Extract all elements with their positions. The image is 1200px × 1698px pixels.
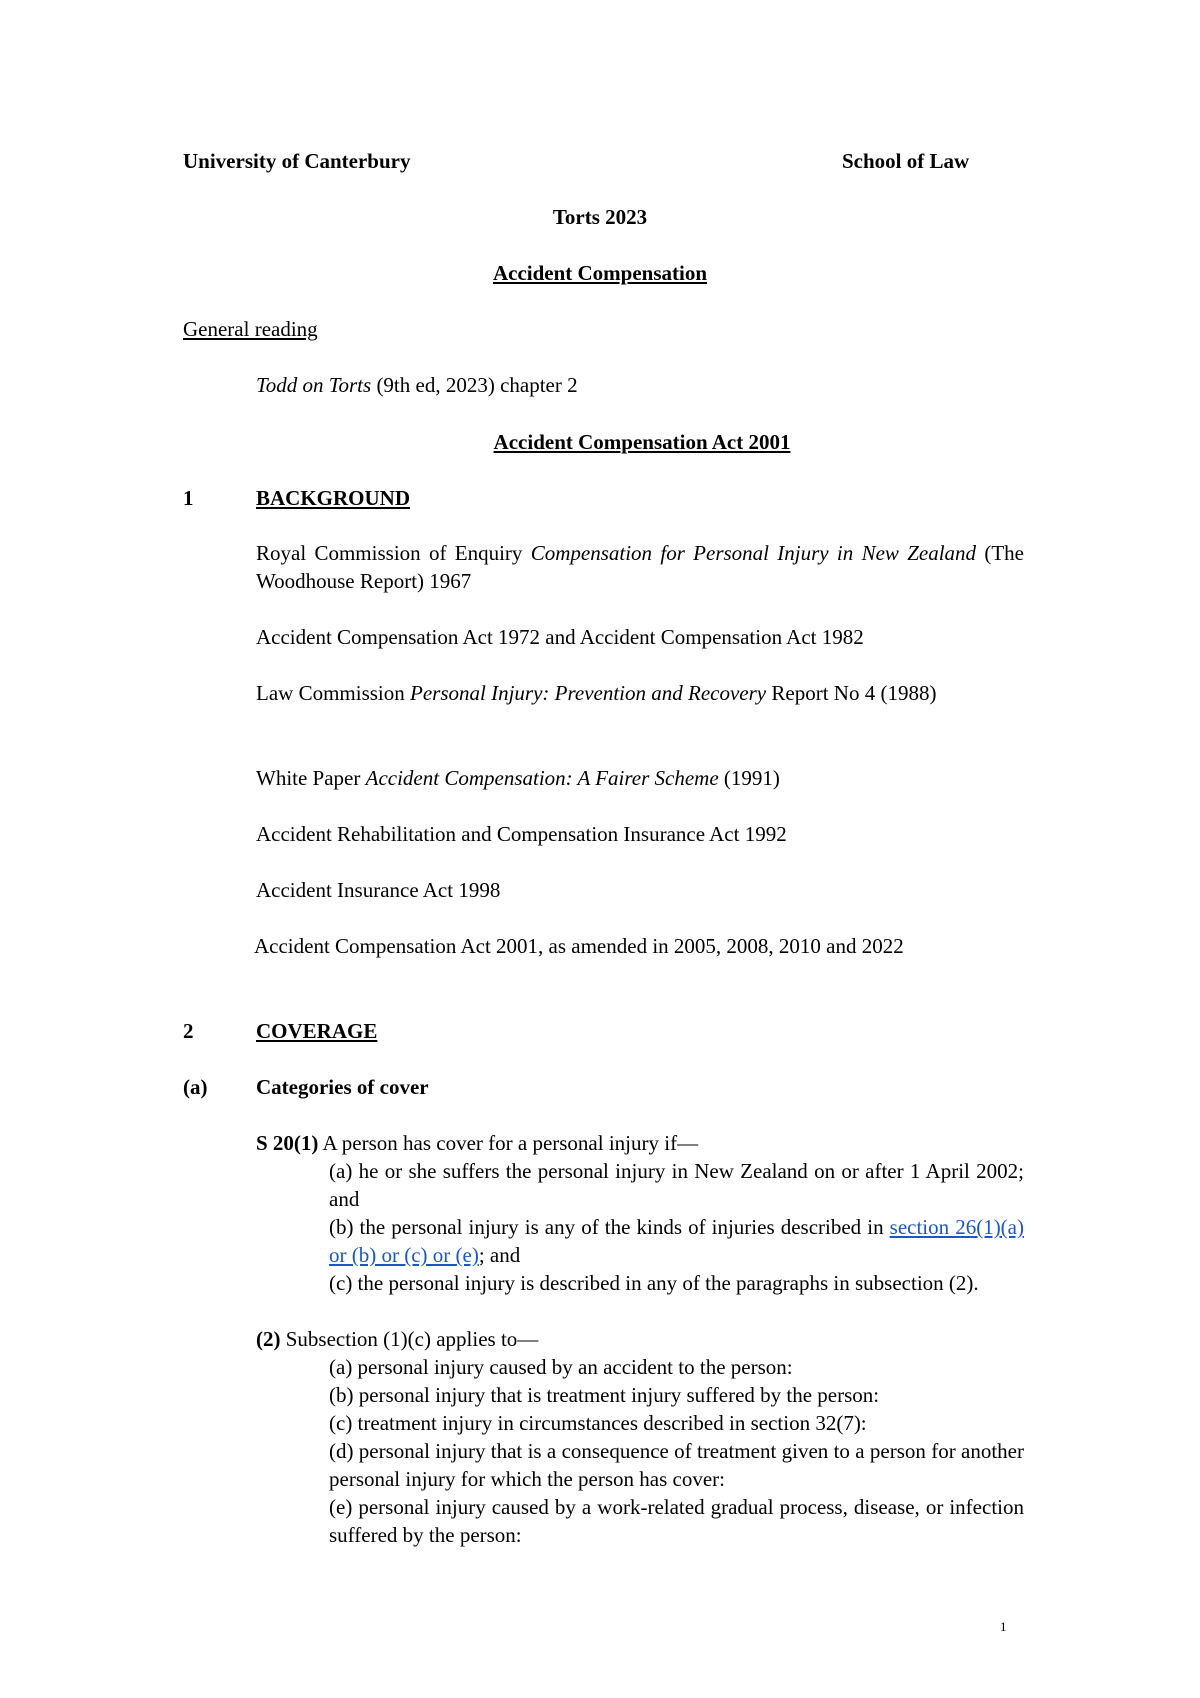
subsection-a-title: Categories of cover	[256, 1075, 429, 1099]
s20-2-para-e: (e) personal injury caused by a work-related gradual process, disease, or infection suffered by the person:	[329, 1495, 1024, 1547]
white-paper-prefix: White Paper	[256, 766, 366, 790]
background-item-act-1992: Accident Rehabilitation and Compensation Insurance Act 1992	[256, 822, 787, 846]
section-1-title: BACKGROUND	[256, 486, 411, 510]
subsection-a-label: (a)	[183, 1075, 208, 1099]
section-2-number: 2	[183, 1019, 194, 1043]
book-details: (9th ed, 2023) chapter 2	[371, 373, 578, 397]
background-item-woodhouse	[256, 539, 1024, 595]
law-commission-suffix: Report No 4 (1988)	[766, 681, 937, 705]
topic-title: Accident Compensation	[492, 261, 708, 285]
s20-2-para-a: (a) personal injury caused by an accident to the person:	[329, 1355, 793, 1379]
background-item-act-1998: Accident Insurance Act 1998	[256, 878, 501, 902]
s20-1-intro	[256, 1129, 698, 1157]
course-title: Torts 2023	[552, 205, 648, 229]
law-commission-prefix: Law Commission	[256, 681, 411, 705]
institution-name: University of Canterbury	[183, 149, 411, 173]
woodhouse-title: Compensation for Personal Injury in New Zealand	[530, 541, 977, 565]
section-2-title: COVERAGE	[256, 1019, 378, 1043]
s20-1-b-suffix: ; and	[478, 1243, 521, 1267]
s20-1-para-c: (c) the personal injury is described in any of the paragraphs in subsection (2).	[329, 1271, 979, 1295]
act-title: Accident Compensation Act 2001	[493, 430, 791, 454]
background-item-white-paper	[256, 764, 780, 792]
s20-1-para-b	[329, 1213, 1024, 1269]
s20-2-para-d: (d) personal injury that is a consequence of treatment given to a person for another personal injury for which the person has cover:	[329, 1439, 1024, 1491]
s20-1-para-a: (a) he or she suffers the personal injury in New Zealand on or after 1 April 2002; and	[329, 1159, 1024, 1211]
woodhouse-prefix: Royal Commission of Enquiry	[256, 541, 531, 565]
general-reading-heading: General reading	[183, 317, 318, 341]
s20-1-text: A person has cover for a personal injury if—	[318, 1131, 699, 1155]
reading-reference	[256, 371, 578, 399]
s20-2-para-c: (c) treatment injury in circumstances described in section 32(7):	[329, 1411, 867, 1435]
background-item-law-commission	[256, 679, 1024, 707]
section-26-link[interactable]: section 26(1)(a) or (b) or (c) or (e)	[329, 1215, 1024, 1267]
s20-1-b-text: (b) the personal injury is any of the kinds of injuries described in	[329, 1215, 890, 1239]
white-paper-suffix: (1991)	[718, 766, 780, 790]
book-title: Todd on Torts	[256, 373, 372, 397]
law-commission-title: Personal Injury: Prevention and Recovery	[410, 681, 767, 705]
woodhouse-suffix: (The Woodhouse Report) 1967	[256, 541, 1024, 593]
s20-2-label: (2)	[256, 1327, 281, 1351]
s20-2-text: Subsection (1)(c) applies to—	[280, 1327, 539, 1351]
s20-1-label: S 20(1)	[256, 1131, 319, 1155]
section-1-number: 1	[183, 486, 194, 510]
s20-2-intro	[256, 1325, 538, 1353]
page-number: 1	[1000, 1619, 1007, 1634]
white-paper-title: Accident Compensation: A Fairer Scheme	[365, 766, 719, 790]
school-name: School of Law	[842, 149, 970, 173]
background-item-act-2001: Accident Compensation Act 2001, as amended in 2005, 2008, 2010 and 2022	[254, 934, 904, 958]
s20-2-para-b: (b) personal injury that is treatment injury suffered by the person:	[329, 1383, 880, 1407]
background-item-acts-1972-1982: Accident Compensation Act 1972 and Accident Compensation Act 1982	[256, 625, 864, 649]
